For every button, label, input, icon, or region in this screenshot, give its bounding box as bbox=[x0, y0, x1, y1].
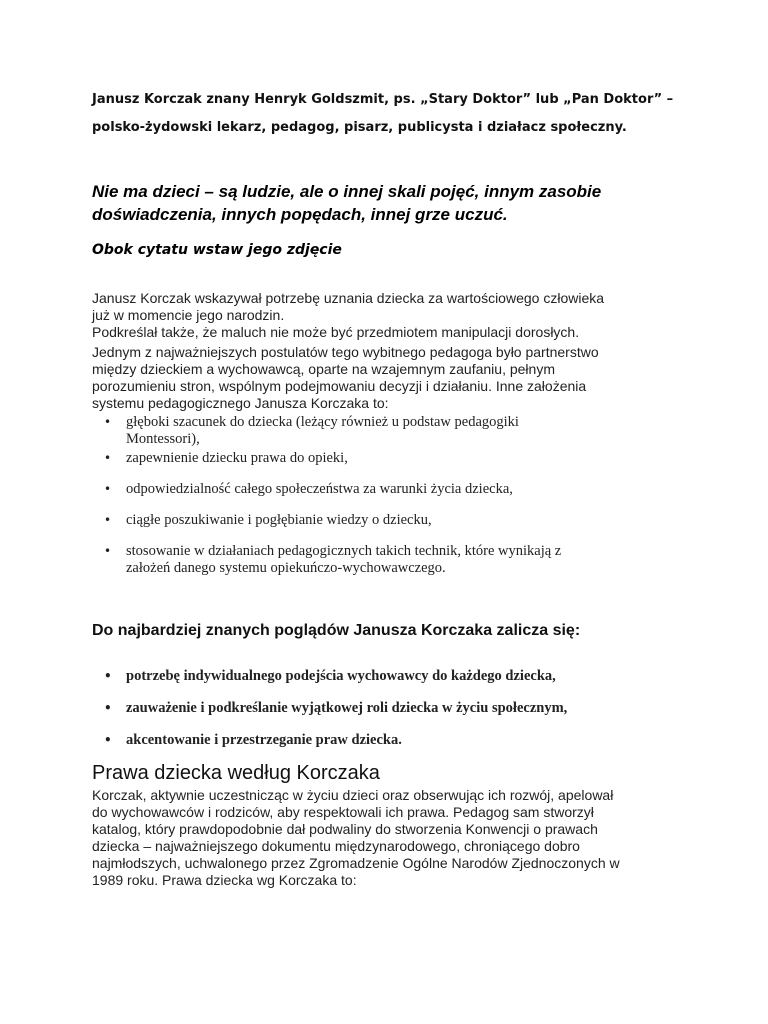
list-item: • zapewnienie dziecku prawa do opieki, bbox=[104, 450, 348, 466]
list-item: • odpowiedzialność całego społeczeństwa za warunki życia dziecka, bbox=[104, 481, 513, 497]
list-item: • akcentowanie i przestrzeganie praw dziecka. bbox=[104, 732, 402, 748]
quote-line: doświadczenia, innych popędach, innej grze uczuć. bbox=[92, 205, 508, 224]
paragraph-line: między dzieckiem a wychowawcą, oparte na wzajemnym zaufaniu, pełnym bbox=[92, 361, 555, 377]
paragraph-line: dziecka – najważniejszego dokumentu międzynarodowego, chroniącego dobro bbox=[92, 838, 580, 854]
paragraph-line: już w momencie jego narodzin. bbox=[92, 307, 285, 323]
paragraph-line: 1989 roku. Prawa dziecka wg Korczaka to: bbox=[92, 872, 357, 888]
paragraph-manipulation: Podkreślał także, że maluch nie może być przedmiotem manipulacji dorosłych. bbox=[92, 324, 580, 340]
intro-paragraph bbox=[92, 86, 692, 142]
paragraph-line: systemu pedagogicznego Janusza Korczaka to: bbox=[92, 395, 389, 411]
paragraph-line: najmłodszych, uchwalonego przez Zgromadzenie Ogólne Narodów Zjednoczonych w bbox=[92, 855, 620, 871]
views-heading: Do najbardziej znanych poglądów Janusza Korczaka zalicza się: bbox=[92, 622, 581, 639]
list-item: • zauważenie i podkreślanie wyjątkowej roli dziecka w życiu społecznym, bbox=[104, 700, 568, 716]
list-item: • stosowanie w działaniach pedagogicznych takich technik, które wynikają z założeń danego systemu opiekuńczo-wychowawczego. bbox=[104, 543, 562, 576]
paragraph-partnership bbox=[92, 344, 692, 412]
bullet-icon: • bbox=[104, 544, 112, 558]
principles-list bbox=[104, 414, 664, 577]
list-item: • ciągłe poszukiwanie i pogłębianie wiedzy o dziecku, bbox=[104, 512, 432, 528]
paragraph-line: Janusz Korczak wskazywał potrzebę uznania dziecka za wartościowego człowieka bbox=[92, 290, 605, 306]
bullet-icon: • bbox=[104, 701, 112, 715]
paragraph-line: porozumieniu stron, wspólnym podejmowaniu decyzji i działaniu. Inne założenia bbox=[92, 378, 587, 394]
rights-heading: Prawa dziecka według Korczaka bbox=[92, 762, 380, 784]
paragraph-line: Korczak, aktywnie uczestnicząc w życiu dzieci oraz obserwując ich rozwój, apelował bbox=[92, 787, 614, 803]
paragraph-rights bbox=[92, 787, 712, 889]
list-item: • potrzebę indywidualnego podejścia wychowawcy do każdego dziecka, bbox=[104, 668, 556, 684]
intro-line: Janusz Korczak znany Henryk Goldszmit, ps. „Stary Doktor” lub „Pan Doktor” – bbox=[92, 92, 674, 107]
bullet-icon: • bbox=[104, 733, 112, 747]
bullet-icon: • bbox=[104, 669, 112, 683]
paragraph-line: katalog, który prawdopodobnie dał podwaliny do stworzenia Konwencji o prawach bbox=[92, 821, 598, 837]
intro-line: polsko-żydowski lekarz, pedagog, pisarz, publicysta i działacz społeczny. bbox=[92, 120, 627, 135]
paragraph-recognition bbox=[92, 290, 682, 324]
korczak-quote bbox=[92, 180, 652, 226]
bullet-icon: • bbox=[104, 482, 112, 496]
quote-line: Nie ma dzieci – są ludzie, ale o innej skali pojęć, innym zasobie bbox=[92, 182, 602, 201]
bullet-icon: • bbox=[104, 415, 112, 429]
paragraph-line: Jednym z najważniejszych postulatów tego wybitnego pedagoga było partnerstwo bbox=[92, 344, 599, 360]
photo-instruction: Obok cytatu wstaw jego zdjęcie bbox=[92, 242, 342, 258]
paragraph-line: do wychowawców i rodziców, aby respektowali ich prawa. Pedagog sam stworzył bbox=[92, 804, 594, 820]
bullet-icon: • bbox=[104, 513, 112, 527]
views-list bbox=[104, 666, 684, 762]
list-item: • głęboki szacunek do dziecka (leżący również u podstaw pedagogiki Montessori), bbox=[104, 414, 519, 447]
bullet-icon: • bbox=[104, 451, 112, 465]
